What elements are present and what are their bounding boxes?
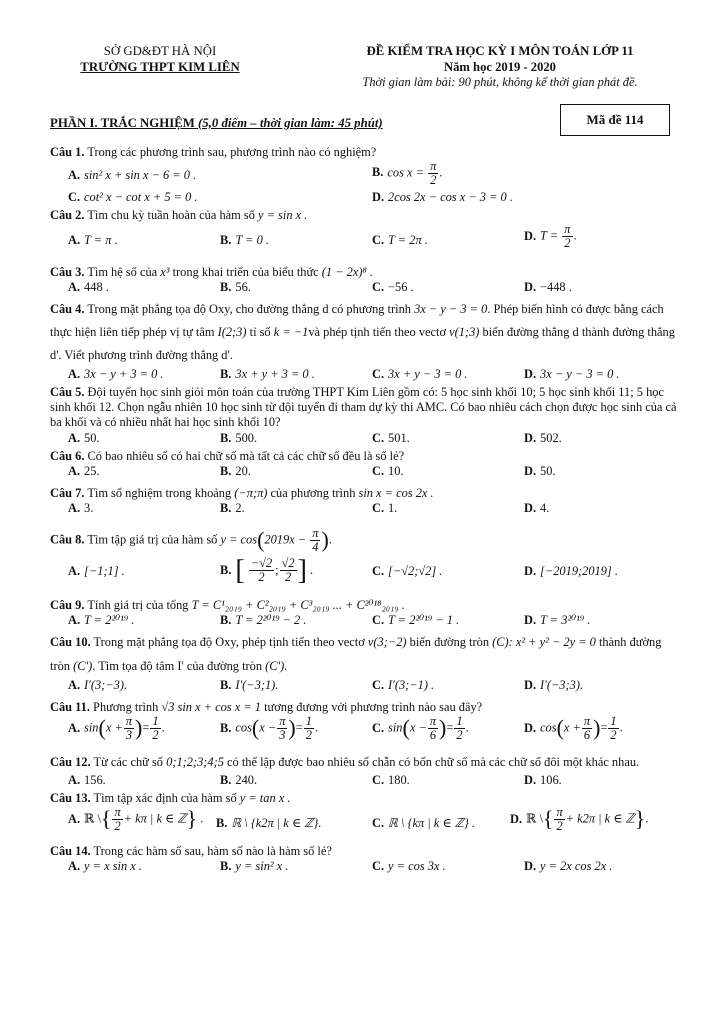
question-text: Tìm chu kỳ tuần hoàn của hàm số xyxy=(87,208,255,223)
option-text: y = sin² x . xyxy=(235,859,289,874)
fraction xyxy=(562,223,572,250)
option-b: B. 56. xyxy=(220,280,251,295)
option-d: D. 2cos 2x − cos x − 3 = 0 . xyxy=(372,190,513,205)
option-d: D. ℝ \{ $\frac{\pi}{2}$ + k2π | k ∈ ℤ}. xyxy=(510,805,649,834)
numerator: π xyxy=(312,525,319,540)
option-c: C. y = cos 3x . xyxy=(372,859,446,874)
question-text: . Phép biến hình có được bằng cách thực hiện liên tiếp phép vị tự tâm xyxy=(50,302,664,340)
question-label: Câu 10. xyxy=(50,634,91,649)
option-text: sin xyxy=(84,720,99,735)
option-text: ℝ \ {k2π | k ∈ ℤ}. xyxy=(231,816,322,831)
option-text: 500. xyxy=(235,430,258,445)
option-text: [−√2;√2] . xyxy=(388,563,443,578)
part-heading: PHẦN I. TRẮC NGHIỆM xyxy=(50,116,195,130)
option-text: + kπ | k ∈ ℤ xyxy=(123,811,187,826)
question-formula: y = sin x . xyxy=(258,208,308,223)
option-text: T = 2²⁰¹⁹ − 2 . xyxy=(235,612,307,627)
option-c: C. 3x + y − 3 = 0 . xyxy=(372,367,468,382)
option-a: A. T = 2²⁰¹⁹ . xyxy=(68,612,135,627)
fraction xyxy=(608,715,618,742)
option-text: 2cos 2x − cos x − 3 = 0 . xyxy=(388,190,513,205)
option-text: 10. xyxy=(388,463,404,478)
option-text: 240. xyxy=(235,773,258,788)
option-b: B. cos x = $\frac{\pi}{2}$ . xyxy=(372,159,443,188)
question-label: Câu 6. xyxy=(50,448,85,463)
answer-options xyxy=(50,367,680,385)
option-text: sin² x + sin x − 6 = 0 . xyxy=(84,168,197,183)
numerator: 1 xyxy=(456,714,463,729)
question-formula: v(3;−2) xyxy=(367,634,407,649)
question-formula: (1 − 2x)⁸ . xyxy=(321,265,373,280)
question-text: Từ các chữ số xyxy=(93,755,164,770)
option-c: C. ℝ \ {kπ | k ∈ ℤ} . xyxy=(372,816,476,831)
question-text: Trong mặt phẳng tọa độ Oxy, phép tịnh tiến theo vectơ xyxy=(93,634,365,649)
denominator: 2 xyxy=(610,728,617,743)
numerator: π xyxy=(430,159,437,174)
option-c: C. −56 . xyxy=(372,280,414,295)
question-label: Câu 5. xyxy=(50,385,85,400)
question-formula: I(2;3) xyxy=(217,325,247,340)
question-9 xyxy=(50,598,680,613)
denominator: 2 xyxy=(114,819,121,834)
option-text: 501. xyxy=(388,430,410,445)
denominator: 6 xyxy=(583,728,591,743)
option-text: 3x + y − 3 = 0 . xyxy=(388,367,468,382)
option-c: C. [−√2;√2] . xyxy=(372,563,443,578)
option-text: sin xyxy=(388,720,403,735)
denominator: 2 xyxy=(285,570,292,585)
fraction xyxy=(428,160,438,187)
brace-close: } xyxy=(186,806,198,832)
option-a: A. 25. xyxy=(68,463,100,478)
numerator: 1 xyxy=(305,714,312,729)
option-text: −56 . xyxy=(388,280,414,295)
option-text: x + xyxy=(105,720,123,735)
question-formula: 2019x − xyxy=(264,532,307,547)
option-a: A. 3. xyxy=(68,500,94,515)
option-c: C. sin(x − $\frac{\pi}{6}$ )= $\frac{1}{2}$ . xyxy=(372,714,469,743)
numerator: π xyxy=(429,714,437,729)
question-formula: 3x − y − 3 = 0 xyxy=(414,302,488,317)
question-text: Trong các hàm số sau, hàm số nào là hàm số lẻ? xyxy=(93,844,332,859)
option-text: cos xyxy=(540,720,557,735)
option-a: A. ℝ \{ $\frac{\pi}{2}$ + kπ | k ∈ ℤ} . xyxy=(68,805,204,834)
numerator: π xyxy=(564,222,571,237)
question-text: Có bao nhiêu số có hai chữ số mà tất cả các chữ số đều là số lẻ? xyxy=(87,448,405,463)
question-10 xyxy=(50,631,680,678)
question-text: thành đường tròn xyxy=(50,634,662,673)
question-13 xyxy=(50,791,680,806)
denominator: 2 xyxy=(152,728,159,743)
option-c: C. cot² x − cot x + 5 = 0 . xyxy=(68,190,198,205)
answer-options xyxy=(50,773,680,791)
option-text: 448 . xyxy=(84,280,109,295)
option-text: I'(3;−1) . xyxy=(388,678,435,693)
fraction xyxy=(277,715,287,742)
question-formula: (−π;π) xyxy=(234,485,268,500)
numerator: π xyxy=(583,714,591,729)
denominator: 3 xyxy=(125,728,133,743)
option-b: B. T = 2²⁰¹⁹ − 2 . xyxy=(220,612,307,627)
paren-open: ( xyxy=(402,715,410,741)
brace-close: } xyxy=(634,806,646,832)
numerator: π xyxy=(279,714,286,729)
question-text: và phép tịnh tiến theo vectơ xyxy=(308,325,447,340)
option-text: 1. xyxy=(388,500,398,515)
question-text: tỉ số xyxy=(249,325,271,340)
question-1 xyxy=(50,145,680,160)
numerator: π xyxy=(114,805,121,820)
denominator: 4 xyxy=(312,539,319,554)
option-text: 3x − y − 3 = 0 . xyxy=(540,367,620,382)
option-text: 156. xyxy=(84,773,106,788)
option-c: C. I'(3;−1) . xyxy=(372,678,435,693)
option-text: I'(−3;3). xyxy=(540,678,584,693)
option-text: 20. xyxy=(235,463,251,478)
option-text: 50. xyxy=(540,463,556,478)
option-text: 56. xyxy=(235,280,251,295)
fraction xyxy=(150,715,160,742)
question-text: biến đường thẳng d thành đường thẳng d'. Viết phương trình đường thẳng d'. xyxy=(50,325,675,363)
option-b: B. y = sin² x . xyxy=(220,859,289,874)
exam-title: ĐỀ KIỂM TRA HỌC KỲ I MÔN TOÁN LỚP 11 xyxy=(366,44,634,58)
question-text: Tính giá trị của tổng xyxy=(87,597,189,612)
denominator: 2 xyxy=(456,728,463,743)
option-b: B. 3x + y + 3 = 0 . xyxy=(220,367,315,382)
question-label: Câu 1. xyxy=(50,145,85,159)
numerator: √2 xyxy=(281,556,295,571)
paren-open: ( xyxy=(251,715,260,741)
option-d: D. [−2019;2019] . xyxy=(524,563,618,578)
answer-options xyxy=(50,678,680,696)
question-12 xyxy=(50,753,680,773)
question-formula: T = C¹₂₀₁₉ + C²₂₀₁₉ + C³₂₀₁₉ ... + C²⁰¹⁸₂₀₁₉ . xyxy=(191,597,405,612)
school-name: TRƯỜNG THPT KIM LIÊN xyxy=(80,59,240,74)
option-text: + k2π | k ∈ ℤ xyxy=(565,811,635,826)
fraction xyxy=(280,557,297,584)
numerator: 1 xyxy=(152,714,159,729)
question-text: Đội tuyển học sinh giỏi môn toán của trường THPT Kim Liên gồm có: 5 học sinh khối 10; 5 học sinh khối 11; 5 học sinh khối 12. Chọn ngẫu nhiên 10 học sinh từ đội tuyển đi tham dự kỳ thi AMC. Có bao nhiêu cách chọn được học sinh của cả ba khối và có nhiều nhất hai học sinh khối 10? xyxy=(50,385,677,430)
option-d: D. 50. xyxy=(524,463,556,478)
option-text: T = 0 . xyxy=(235,233,269,248)
brace-open: { xyxy=(100,806,112,832)
option-text: T = 2²⁰¹⁹ − 1 . xyxy=(388,612,460,627)
question-text: Trong các phương trình sau, phương trình nào có nghiệm? xyxy=(87,145,377,159)
paren-close: ) xyxy=(439,715,447,741)
part-note: (5,0 điểm – thời gian làm: 45 phút) xyxy=(198,116,383,130)
option-a: A. 156. xyxy=(68,773,106,788)
option-text: 3x − y + 3 = 0 . xyxy=(84,367,164,382)
part-title xyxy=(50,116,383,132)
question-6 xyxy=(50,449,680,464)
option-text: T = π . xyxy=(84,233,118,248)
option-text: 50. xyxy=(84,430,100,445)
option-a: A. 50. xyxy=(68,430,100,445)
option-c: C. T = 2π . xyxy=(372,233,428,248)
brace-open: { xyxy=(542,806,554,832)
option-a: A. 448 . xyxy=(68,280,109,295)
exam-duration: Thời gian làm bài: 90 phút, không kể thời gian phát đề. xyxy=(362,74,638,89)
question-text: Tìm tập xác định của hàm số xyxy=(93,791,237,806)
question-label: Câu 3. xyxy=(50,265,85,280)
option-text: 180. xyxy=(388,773,410,788)
denominator: 2 xyxy=(305,728,312,743)
denominator: 2 xyxy=(564,236,571,251)
numerator: π xyxy=(125,714,133,729)
option-text: [−1;1] . xyxy=(84,563,125,578)
option-d: D. T = 3²⁰¹⁹ . xyxy=(524,612,591,627)
answer-options xyxy=(50,160,680,190)
option-b: B. I'(−3;1). xyxy=(220,678,279,693)
numerator: π xyxy=(556,805,563,820)
option-text: y = 2x cos 2x . xyxy=(540,859,613,874)
school-year: Năm học 2019 - 2020 xyxy=(444,59,556,74)
punct: . xyxy=(328,532,332,547)
question-formula: v(1;3) xyxy=(449,325,480,340)
option-b: B. cos(x − $\frac{\pi}{3}$ )= $\frac{1}{2}$ . xyxy=(220,714,319,743)
option-text: ℝ \ xyxy=(84,811,101,826)
option-text: y = x sin x . xyxy=(84,859,142,874)
exam-title-block xyxy=(310,44,690,90)
option-text: T = 3²⁰¹⁹ . xyxy=(540,612,591,627)
denominator: 2 xyxy=(430,173,437,188)
question-5 xyxy=(50,385,680,430)
option-c: C. 10. xyxy=(372,463,404,478)
answer-options xyxy=(50,859,680,877)
option-a: A. sin(x + $\frac{\pi}{3}$ )= $\frac{1}{2}$ . xyxy=(68,714,165,743)
fraction xyxy=(428,715,438,742)
option-text: I'(3;−3). xyxy=(84,678,128,693)
option-d: D. cos(x + $\frac{\pi}{6}$ )= $\frac{1}{2}$ . xyxy=(524,714,623,743)
answer-options xyxy=(50,554,680,594)
option-text: 3x + y + 3 = 0 . xyxy=(235,367,315,382)
fraction xyxy=(554,806,564,833)
question-label: Câu 8. xyxy=(50,532,85,547)
option-b: B. 240. xyxy=(220,773,258,788)
numerator: −√2 xyxy=(250,556,273,571)
option-c: C. 501. xyxy=(372,430,410,445)
option-text: cos xyxy=(235,720,252,735)
question-formula: (C') xyxy=(73,658,93,673)
option-a: A. T = π . xyxy=(68,233,118,248)
option-c: C. 180. xyxy=(372,773,410,788)
denominator: 2 xyxy=(258,570,265,585)
fraction xyxy=(582,715,592,742)
question-text: có thể lập được bao nhiêu số chẵn có bốn chữ số mà các chữ số đôi một khác nhau. xyxy=(227,755,640,770)
question-text: . Tìm tọa độ tâm I' của đường tròn xyxy=(92,658,263,673)
answer-options xyxy=(50,280,680,298)
option-text: x − xyxy=(409,720,427,735)
question-formula: k = −1 xyxy=(273,325,309,340)
option-text: −448 . xyxy=(540,280,572,295)
option-d: D. I'(−3;3). xyxy=(524,678,584,693)
question-label: Câu 13. xyxy=(50,791,91,806)
department-name: SỞ GD&ĐT HÀ NỘI xyxy=(103,44,217,58)
option-d: D. y = 2x cos 2x . xyxy=(524,859,613,874)
question-formula: 0;1;2;3;4;5 xyxy=(166,755,224,770)
exam-header xyxy=(0,44,724,104)
question-formula: y = cos xyxy=(220,532,258,547)
school-block xyxy=(40,44,280,75)
question-label: Câu 11. xyxy=(50,700,90,715)
option-text: T = 2²⁰¹⁹ . xyxy=(84,612,135,627)
paren-close: ) xyxy=(321,526,329,552)
question-7 xyxy=(50,486,680,501)
paren-close: ) xyxy=(135,715,143,741)
fraction xyxy=(124,715,134,742)
option-text: 106. xyxy=(540,773,562,788)
option-text: ℝ \ xyxy=(526,811,543,826)
option-d: D. 106. xyxy=(524,773,562,788)
option-text: 25. xyxy=(84,463,100,478)
question-4 xyxy=(50,298,680,367)
option-b: B. 2. xyxy=(220,500,245,515)
question-formula: (C): x² + y² − 2y = 0 xyxy=(492,634,596,649)
option-b: B. 500. xyxy=(220,430,258,445)
option-c: C. 1. xyxy=(372,500,398,515)
question-text: biến đường tròn xyxy=(409,634,490,649)
option-text: 502. xyxy=(540,430,562,445)
question-formula: x³ xyxy=(160,265,170,280)
question-label: Câu 7. xyxy=(50,485,85,500)
question-text: trong khai triển của biểu thức xyxy=(172,265,319,280)
option-a: A. I'(3;−3). xyxy=(68,678,128,693)
option-a: A. sin² x + sin x − 6 = 0 . xyxy=(68,168,197,183)
question-11 xyxy=(50,700,680,715)
answer-options xyxy=(50,190,680,208)
option-text: T = 2π . xyxy=(388,233,428,248)
question-text: Phương trình xyxy=(93,700,159,715)
question-text: tương đương với phương trình nào sau đây? xyxy=(264,700,483,715)
denominator: 3 xyxy=(279,728,286,743)
question-8 xyxy=(50,527,680,554)
option-text: I'(−3;1). xyxy=(235,678,279,693)
fraction xyxy=(249,557,274,584)
option-text: [−2019;2019] . xyxy=(540,563,618,578)
paren-open: ( xyxy=(98,715,106,741)
question-2 xyxy=(50,208,680,223)
answer-options xyxy=(50,715,680,753)
option-b: B. ℝ \ {k2π | k ∈ ℤ}. xyxy=(216,816,322,831)
fraction xyxy=(304,715,314,742)
bracket-close: ] xyxy=(297,554,307,586)
option-text: y = cos 3x . xyxy=(388,859,446,874)
paren-close: ) xyxy=(593,715,601,741)
paren-open: ( xyxy=(257,526,265,552)
option-text: x + xyxy=(563,720,581,735)
question-label: Câu 12. xyxy=(50,755,91,770)
answer-options xyxy=(50,464,680,482)
option-d: D. 502. xyxy=(524,430,562,445)
question-14 xyxy=(50,844,680,859)
answer-options xyxy=(50,223,680,259)
question-text: của phương trình xyxy=(270,485,356,500)
option-text: cos x = xyxy=(387,165,424,180)
question-text: Tìm hệ số của xyxy=(87,265,158,280)
option-text: 4. xyxy=(540,500,550,515)
paren-open: ( xyxy=(556,715,564,741)
option-b: B. 20. xyxy=(220,463,251,478)
option-b: B. [ $\frac{-√2}{2}$ ; $\frac{√2}{2}$ ] . xyxy=(220,554,314,586)
option-d: D. −448 . xyxy=(524,280,572,295)
option-text: ℝ \ {kπ | k ∈ ℤ} . xyxy=(388,816,476,831)
question-formula: y = tan x . xyxy=(239,791,291,806)
question-text: Tìm số nghiệm trong khoảng xyxy=(87,485,232,500)
fraction xyxy=(112,806,122,833)
question-text: Tìm tập giá trị của hàm số xyxy=(87,532,218,547)
answer-options xyxy=(50,431,680,449)
option-b: B. T = 0 . xyxy=(220,233,269,248)
denominator: 6 xyxy=(429,728,437,743)
question-formula: sin x = cos 2x . xyxy=(358,485,434,500)
option-d: D. 3x − y − 3 = 0 . xyxy=(524,367,620,382)
option-a: A. [−1;1] . xyxy=(68,563,125,578)
exam-code-box: Mã đề 114 xyxy=(560,104,670,136)
question-3 xyxy=(50,265,680,280)
answer-options xyxy=(50,806,680,844)
option-d: D. T = $\frac{\pi}{2}$ . xyxy=(524,222,577,251)
fraction xyxy=(310,527,320,554)
question-formula: √3 sin x + cos x = 1 xyxy=(161,700,261,715)
option-text: 3. xyxy=(84,500,94,515)
option-text: cot² x − cot x + 5 = 0 . xyxy=(84,190,198,205)
option-a: A. y = x sin x . xyxy=(68,859,142,874)
option-a: A. 3x − y + 3 = 0 . xyxy=(68,367,164,382)
fraction xyxy=(454,715,464,742)
answer-options xyxy=(50,613,680,631)
numerator: 1 xyxy=(610,714,617,729)
denominator: 2 xyxy=(556,819,563,834)
question-label: Câu 2. xyxy=(50,208,85,223)
option-text: x − xyxy=(259,720,277,735)
option-text: T = xyxy=(540,228,559,243)
option-d: D. 4. xyxy=(524,500,550,515)
question-formula: (C'). xyxy=(265,658,288,673)
question-label: Câu 9. xyxy=(50,597,85,612)
question-label: Câu 4. xyxy=(50,302,85,317)
paren-close: ) xyxy=(288,715,296,741)
bracket-open: [ xyxy=(235,554,245,586)
answer-options xyxy=(50,501,680,519)
question-label: Câu 14. xyxy=(50,844,91,859)
option-c: C. T = 2²⁰¹⁹ − 1 . xyxy=(372,612,460,627)
question-text: Trong mặt phẳng tọa độ Oxy, cho đường thẳng d có phương trình xyxy=(87,302,411,317)
option-text: 2. xyxy=(235,500,245,515)
punct: . xyxy=(439,165,443,180)
questions xyxy=(50,145,680,877)
punct: . xyxy=(573,228,577,243)
